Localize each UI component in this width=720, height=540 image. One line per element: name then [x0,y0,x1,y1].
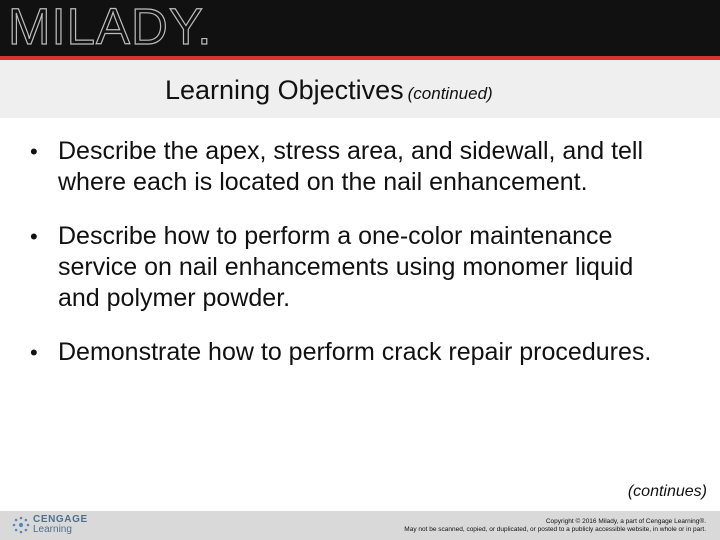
milady-logo: MILADY. [8,0,213,55]
learning-objectives-list [30,136,680,368]
cengage-wordmark: CENGAGE [33,514,88,525]
cengage-learning-logo [11,511,99,537]
copyright-line-2: May not be scanned, copied, or duplicated, or posted to a publicly accessible website, in whole or in part. [404,526,706,533]
slide-title [165,75,493,109]
objective-bullet: • Demonstrate how to perform crack repair procedures. [30,337,680,368]
copyright-notice [366,518,706,534]
learning-wordmark: Learning [33,524,72,535]
slide-title-suffix: (continued) [407,84,493,103]
copyright-line-1: Copyright © 2016 Milady, a part of Cengage Learning®. [545,518,706,525]
cengage-mark-icon [12,516,30,534]
slide-title-main: Learning Objectives [165,75,404,105]
objective-bullet: • Describe the apex, stress area, and sidewall, and tell where each is located on the nail enhancement. [30,136,680,198]
objective-bullet: • Describe how to perform a one-color maintenance service on nail enhancements using monomer liquid and polymer powder. [30,221,680,314]
continues-label: (continues) [627,483,707,500]
header-band [0,0,720,56]
